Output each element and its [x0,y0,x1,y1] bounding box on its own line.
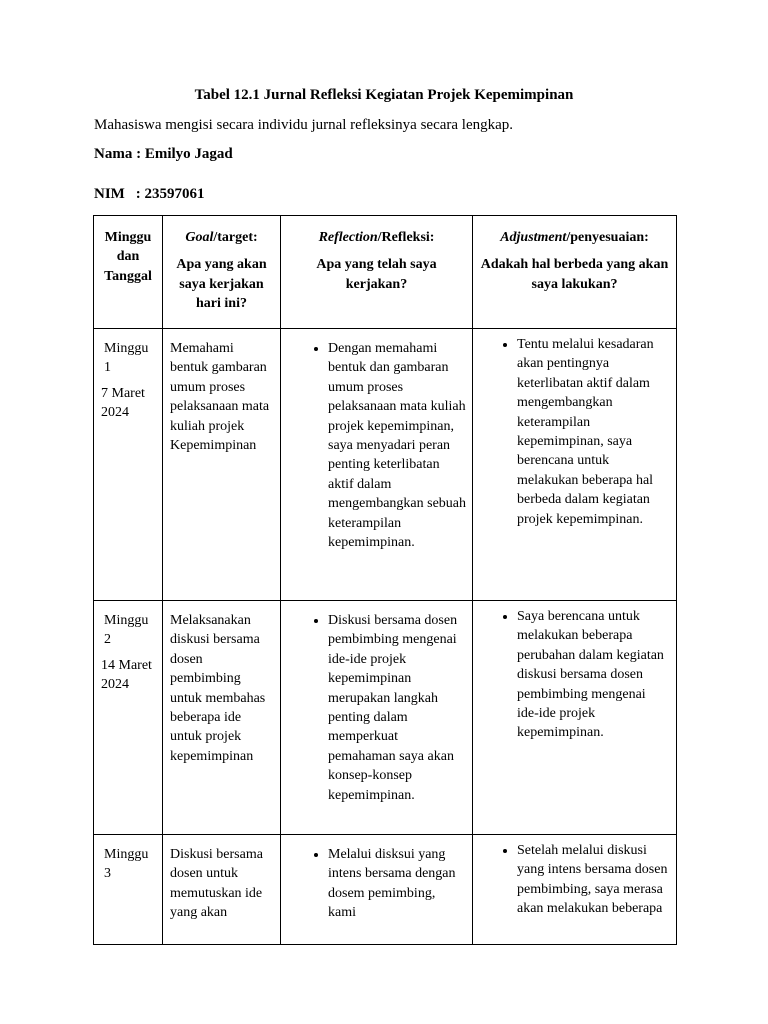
intro-text: Mahasiswa mengisi secara individu jurnal refleksinya secara lengkap. [94,117,514,133]
week-date-cell [94,329,163,601]
reflection-bullet: • Melalui disksui yang intens bersama dengan dosem pemimbing, kami [328,845,466,923]
header-adjustment-rest: /penyesuaian: [566,230,649,245]
header-reflection-italic: Reflection [318,230,378,245]
table-row [94,329,677,601]
adjustment-cell [473,329,677,601]
week-date-cell [94,835,163,945]
date-label: 14 Maret 2024 [101,657,152,693]
date-label: 7 Maret 2024 [101,385,145,421]
header-reflection-sub: Apa yang telah saya kerjakan? [316,257,437,292]
header-goal [163,216,281,329]
table-row [94,835,677,945]
header-goal-rest: /target: [213,230,258,245]
reflection-cell [281,601,473,835]
reflection-bullet: • Diskusi bersama dosen pembimbing mengenai ide-ide projek kepemimpinan merupakan langkah penting dalam memperkuat pemahaman saya akan konsep-konsep kepemimpinan. [328,611,466,805]
adjustment-bullet: • Setelah melalui diskusi yang intens bersama dosen pembimbing, saya merasa akan melakukan beberapa [517,841,670,919]
week-label: Minggu 1 [104,341,149,376]
header-goal-italic: Goal [185,230,214,245]
reflection-cell [281,329,473,601]
nim-label: NIM [94,186,125,202]
header-adjustment [473,216,677,329]
reflection-journal-table [93,215,677,945]
document-title: Tabel 12.1 Jurnal Refleksi Kegiatan Projek Kepemimpinan [194,87,574,103]
goal-cell: Diskusi bersama dosen untuk memutuskan ide yang akan [163,835,281,945]
goal-cell: Melaksanakan diskusi bersama dosen pembimbing untuk membahas beberapa ide untuk projek kepemimpinan [163,601,281,835]
adjustment-bullet: • Saya berencana untuk melakukan beberapa perubahan dalam kegiatan diskusi bersama dosen pembimbing mengenai ide-ide projek kepemimpinan. [517,607,670,743]
nim-value: : 23597061 [135,186,205,202]
header-reflection [281,216,473,329]
reflection-bullet: • Dengan memahami bentuk dan gambaran umum proses pelaksanaan mata kuliah projek kepemimpinan, saya menyadari peran penting keterlibatan aktif dalam mengembangkan sebuah keterampilan kepemimpinan. [328,339,466,552]
adjustment-bullet: • Tentu melalui kesadaran akan pentingnya keterlibatan aktif dalam mengembangkan keterampilan kepemimpinan, saya berencana untuk melakukan beberapa hal berbeda dalam kegiatan projek kepemimpinan. [517,335,670,529]
week-label: Minggu 2 [104,613,149,648]
header-adjustment-italic: Adjustment [500,230,567,245]
header-goal-sub: Apa yang akan saya kerjakan hari ini? [176,257,267,312]
name-label: Nama [94,146,133,162]
nim-field [94,186,205,203]
adjustment-cell [473,835,677,945]
adjustment-cell [473,601,677,835]
week-label: Minggu 3 [104,847,149,882]
week-date-cell [94,601,163,835]
header-adjustment-sub: Adakah hal berbeda yang akan saya lakukan? [480,257,669,292]
name-value: : Emilyo Jagad [136,146,233,162]
table-header-row [94,216,677,329]
header-week-date: Minggu dan Tanggal [94,216,163,329]
reflection-cell [281,835,473,945]
name-field [94,146,233,163]
goal-cell: Memahami bentuk gambaran umum proses pelaksanaan mata kuliah projek Kepemimpinan [163,329,281,601]
table-row [94,601,677,835]
header-reflection-rest: /Refleksi: [377,230,435,245]
